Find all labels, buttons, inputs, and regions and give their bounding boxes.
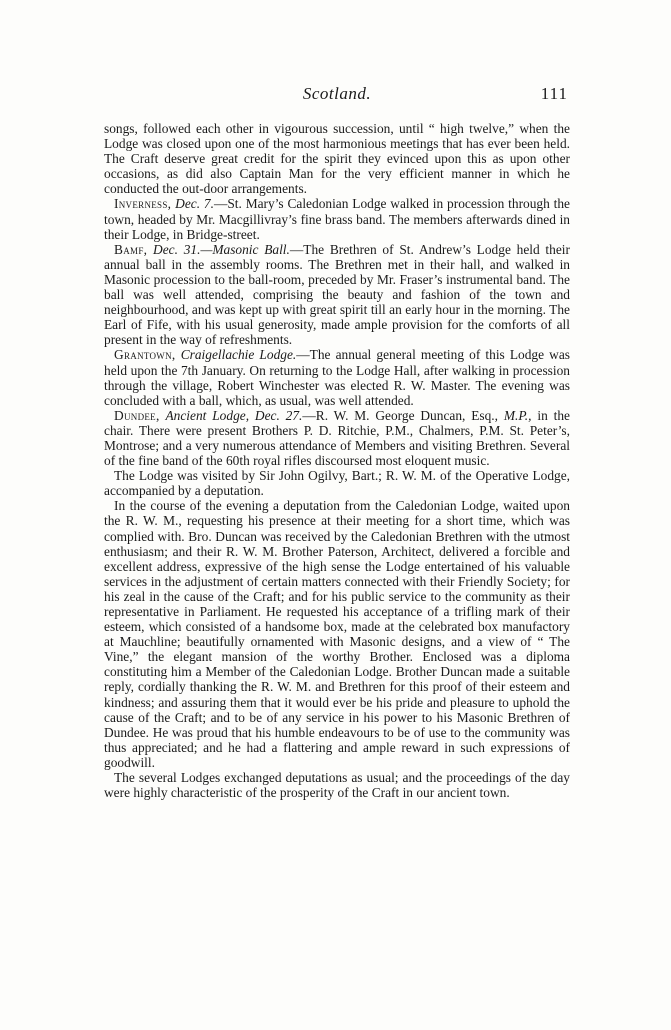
paragraph-inverness: [104, 196, 570, 241]
place-name: Bamf,: [114, 241, 148, 257]
paragraph-text: —The annual general meeting of this Lodge was held upon the 7th January. On returning to the Lodge Hall, after walking in procession through the village, Robert Winchester was elected R. W. Master. The evening was concluded with a ball, which, as usual, was well attended.: [104, 347, 571, 408]
entry-date: Dec. 31.—Masonic Ball.: [153, 241, 290, 257]
paragraph-dundee: [104, 408, 570, 468]
place-name: Dundee,: [114, 407, 160, 423]
place-name: Inverness,: [114, 196, 172, 212]
paragraph-text-lead: —R. W. M. George Duncan, Esq.,: [302, 407, 504, 423]
paragraph-text: in the chair. There were present Brothers P. D. Ritchie, P.M., Chalmers, P.M. St. Peter’s, Montrose; and a very numerous attendance of Members and visiting Brethren. Several of the fine band of the 60th royal rifles discoursed most eloquent music.: [104, 407, 570, 469]
paragraph-text: —St. Mary’s Caledonian Lodge walked in procession through the town, headed by Mr. Macgillivray’s fine brass band. The members afterwards dined in their Lodge, in Bridge-street.: [104, 196, 570, 242]
paragraph-text: The several Lodges exchanged deputations as usual; and the proceedings of the day were highly characteristic of the prosperity of the Craft in our ancient town.: [104, 770, 570, 801]
place-name: Grantown,: [114, 347, 176, 363]
title-abbreviation: M.P.,: [503, 407, 532, 423]
paragraph-bamf: [104, 242, 570, 348]
page-header: [104, 84, 570, 108]
page-number: 111: [540, 84, 568, 103]
entry-date: Craigellachie Lodge.: [180, 347, 297, 363]
body-text: [104, 121, 570, 800]
paragraph-text: In the course of the evening a deputation from the Caledonian Lodge, waited upon the R. W. M., requesting his presence at their meeting for a short time, which was complied with. Bro. Duncan was received by the Caledonian Brethren with the utmost enthusiasm; and their R. W. M. Brother Paterson, Architect, delivered a forcible and excellent address, expressive of the high sense the Lodge entertained of his valuable services in the adjustment of certain matters connected with their Friendly Society; for his zeal in the cause of the Craft; and for his public service to the community as their representative in Parliament. He requested his acceptance of a trifling mark of their esteem, which consisted of a handsome box, made at the celebrated box manufactory at Mauchline; beautifully ornamented with Masonic designs, and a view of “ The Vine,” the elegant mansion of the worthy Brother. Enclosed was a diploma constituting him a Member of the Caledonian Lodge. Brother Duncan made a suitable reply, cordially thanking the R. W. M. and Brethren for this proof of their esteem and kindness; and assuring them that it would ever be his pride and pleasure to uphold the cause of the Craft; and to be of any service in his power to his Masonic Brethren of Dundee. He was proud that his humble endeavours to be of use to the community was thus appreciated; and he had a flattering and ample reward in such expressions of goodwill.: [104, 498, 570, 770]
paragraph-text: The Lodge was visited by Sir John Ogilvy, Bart.; R. W. M. of the Operative Lodge, accompanied by a deputation.: [104, 468, 570, 499]
paragraph-caledonian: [104, 498, 570, 770]
paragraph-text: songs, followed each other in vigourous succession, until “ high twelve,” when the Lodge was closed upon one of the most harmonious meetings that has ever been held. The Craft deserve great credit for the spirit they evinced upon this as upon other occasions, as did also Captain Man for the very efficient manner in which he conducted the out-door arrangements.: [104, 121, 570, 197]
paragraph-closing: [104, 770, 570, 800]
entry-date: Ancient Lodge, Dec. 27.: [165, 407, 303, 423]
paragraph-grantown: [104, 347, 570, 407]
paragraph-text: —The Brethren of St. Andrew’s Lodge held their annual ball in the assembly rooms. The Brethren met in their hall, and walked in Masonic procession to the ball-room, preceded by Mr. Fraser’s instrumental band. The ball was well attended, comprising the beauty and fashion of the town and neighbourhood, and was kept up with great spirit till an early hour in the morning. The Earl of Fife, with his usual generosity, made ample provision for the comforts of all present in the way of refreshments.: [104, 241, 570, 348]
paragraph-continuation: [104, 121, 570, 196]
paragraph-visit: [104, 468, 570, 498]
entry-date: Dec. 7.: [175, 196, 214, 212]
running-title: Scotland.: [302, 84, 372, 103]
